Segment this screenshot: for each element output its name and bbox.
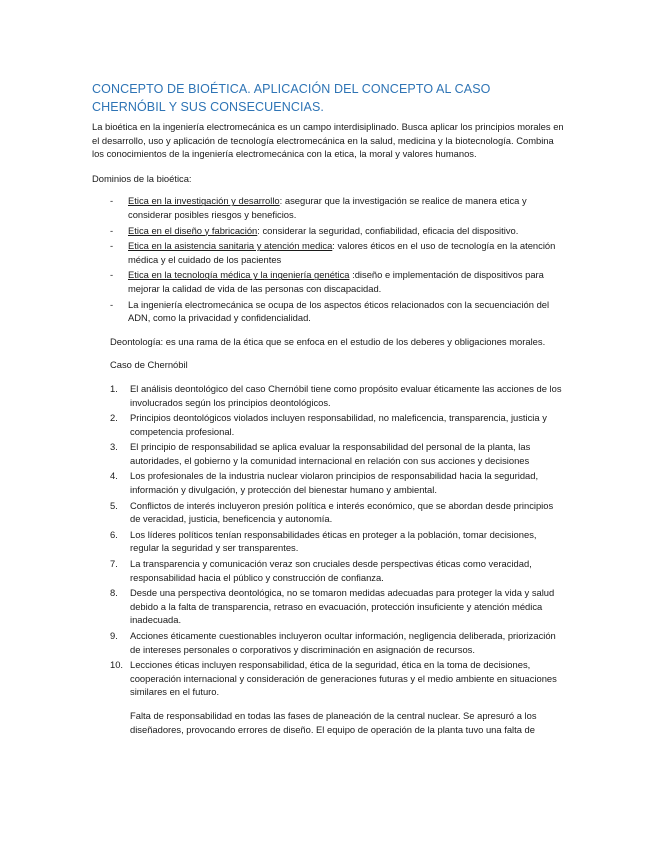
dash-bullet: - <box>110 240 114 252</box>
dash-bullet: - <box>110 195 114 207</box>
list-item <box>110 629 565 656</box>
caso-heading: Caso de Chernóbil <box>110 359 188 371</box>
dominio-term: Etica en la asistencia sanitaria y atención medica <box>128 240 333 252</box>
document-title: CONCEPTO DE BIOÉTICA. APLICACIÓN DEL CONCEPTO AL CASO CHERNÓBIL Y SUS CONSECUENCIAS. <box>92 82 491 114</box>
item-text: Conflictos de interés incluyeron presión política e interés económico, que se abordan desde principios de veracidad, justicia, beneficencia y autonomía. <box>130 499 554 525</box>
item-number: 1. <box>110 382 118 394</box>
list-item <box>110 557 565 584</box>
dominio-item <box>110 268 565 295</box>
item-text: Lecciones éticas incluyen responsabilidad, ética de la seguridad, ética en la toma de decisiones, cooperación internacional y consideración de generaciones futuras y el medio ambiente en situaciones similares en el futuro. <box>130 659 557 698</box>
dominio-item <box>110 298 565 325</box>
dominio-term: Etica en la investigación y desarrollo <box>128 195 280 207</box>
dominio-text: : valores éticos en el uso de tecnología en la atención médica y el cuidado de los pacientes <box>128 240 556 265</box>
item-number: 10. <box>110 659 124 671</box>
dash-bullet: - <box>110 298 114 310</box>
dominio-text: : considerar la seguridad, confiabilidad, eficacia del dispositivo. <box>257 224 519 236</box>
list-item <box>110 528 565 555</box>
item-number: 4. <box>110 470 118 482</box>
dominio-item <box>110 194 565 221</box>
dominios-heading: Dominios de la bioética: <box>92 172 192 184</box>
item-text: Principios deontológicos violados incluyen responsabilidad, no maleficencia, transparencia, justicia y competencia profesional. <box>130 412 547 437</box>
dominio-term: Etica en la tecnología médica y la ingeniería genética <box>128 269 350 281</box>
item-text: La transparencia y comunicación veraz son cruciales desde perspectivas éticas como veracidad, responsabilidad hacia el público y construcción de confianza. <box>130 558 532 583</box>
item-text: Desde una perspectiva deontológica, no se tomaron medidas adecuadas para proteger la vida y salud debido a la falta de transparencia, retraso en evacuación, protección insuficiente y atención médica inadecuada. <box>130 587 555 626</box>
list-item <box>110 411 565 438</box>
item-text: El principio de responsabilidad se aplica evaluar la responsabilidad del personal de la planta, las autoridades, el gobierno y la comunidad internacional en relación con sus acciones y decisiones <box>130 441 531 466</box>
deontologia-paragraph: Deontología: es una rama de la ética que se enfoca en el estudio de los deberes y obligaciones morales. <box>110 335 546 347</box>
item-number: 6. <box>110 528 118 540</box>
closing-paragraph: Falta de responsabilidad en todas las fases de planeación de la central nuclear. Se apresuró a los diseñadores, provocando errores de diseño. El equipo de operación de la planta tuvo una falta de <box>130 709 537 735</box>
item-text: Los profesionales de la industria nuclear violaron principios de responsabilidad hacia la seguridad, información y divulgación, y protección del bienestar humano y ambiental. <box>130 470 539 496</box>
item-number: 8. <box>110 587 118 599</box>
caso-list <box>110 382 565 699</box>
dominio-item <box>110 239 565 266</box>
list-item <box>110 440 565 467</box>
list-item <box>110 499 565 526</box>
list-item <box>110 658 565 699</box>
dominio-text: :diseño e implementación de dispositivos para mejorar la calidad de vida de las personas con discapacidad. <box>128 269 544 294</box>
dash-bullet: - <box>110 224 114 236</box>
dominio-text: La ingeniería electromecánica se ocupa de los aspectos éticos relacionados con la secuenciación del ADN, como la privacidad y confidencialidad. <box>128 298 550 324</box>
intro-paragraph: La bioética en la ingeniería electromecánica es un campo interdisiplinado. Busca aplicar los principios morales en el desarrollo, uso y aplicación de tecnología electromecánica en la salud, medicina y la biotecnología. Combina los conocimientos de la ingeniería electromecánica con la etica, la moral y valores humanos. <box>92 121 564 160</box>
item-text: Acciones éticamente cuestionables incluyeron ocultar información, negligencia deliberada, priorización de intereses personales o corporativos y discriminación en asignación de recursos. <box>130 630 556 655</box>
list-item <box>110 469 565 496</box>
item-number: 9. <box>110 630 118 641</box>
list-item <box>110 586 565 627</box>
item-number: 7. <box>110 558 118 570</box>
dominio-term: Etica en el diseño y fabricación <box>128 224 258 236</box>
item-text: El análisis deontológico del caso Chernóbil tiene como propósito evaluar éticamente las acciones de los involucrados según los principios deontológicos. <box>130 382 562 408</box>
item-text: Los líderes políticos tenían responsabilidades éticas en proteger a la población, tomar decisiones, regular la seguridad y ser transparentes. <box>130 528 537 554</box>
dominio-text: : asegurar que la investigación se realice de manera etica y considerar posibles riesgos y beneficios. <box>128 195 527 220</box>
list-item <box>110 382 565 409</box>
item-number: 3. <box>110 441 118 453</box>
dash-bullet: - <box>110 269 114 281</box>
dominio-item <box>110 224 565 238</box>
item-number: 5. <box>110 499 118 511</box>
dominios-list <box>110 194 565 324</box>
item-number: 2. <box>110 412 118 424</box>
